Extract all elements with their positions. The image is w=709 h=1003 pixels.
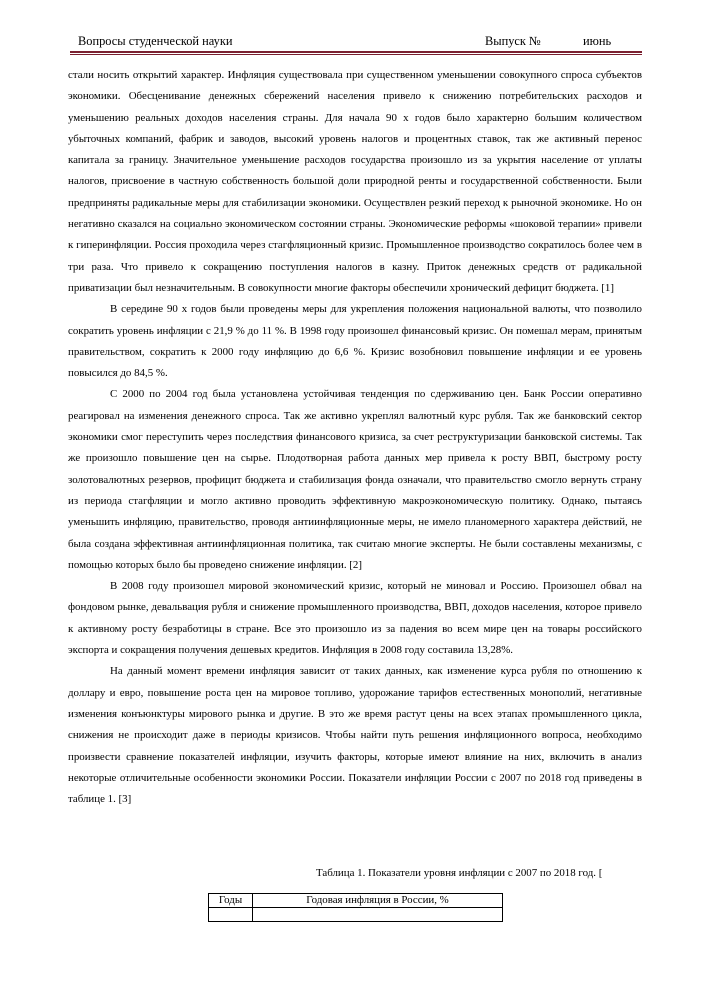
paragraph-5: На данный момент времени инфляция зависит от таких данных, как изменение курса рубля по отношению к доллару и евро, повышение роста цен на мировое топливо, удорожание тарифов естественных монополий, негативные изменения конъюнктуры мирового рынка и другие. В это же время растут цены на всех этапах промышленного цикла, снижения не происходит даже в периоды кризисов. Чтобы найти путь решения инфляционного вопроса, необходимо произвести сравнение показателей инфляции, изучить факторы, которые имеют влияние на них, включить в анализ некоторые отличительные особенности экономики России. Показатели инфляции России с 2007 по 2018 год приведены в таблице 1. [3] [68, 665, 642, 806]
table-cell [253, 908, 503, 922]
article-body [68, 65, 642, 810]
issue-month: июнь [583, 34, 612, 48]
journal-title: Вопросы студенческой науки [78, 34, 233, 48]
paragraph-3: С 2000 по 2004 год была установлена устойчивая тенденция по сдерживанию цен. Банк России оперативно реагировал на изменения денежного спроса. Так же активно укреплял валютный курс рубля. Так же банковский сектор экономики смог переступить через последствия финансового кризиса, за счет реструктуризации банковской системы. Так же произошло повышение цен на сырье. Плодотворная работа данных мер привела к росту ВВП, быстрому росту золотовалютных резервов, профицит бюджета и стабилизация фонда означали, что правительство смогло вернуть страну из периода стагфляции и могло активно проводить эффективную макроэкономическую политику. Однако, пытаясь уменьшить инфляцию, правительство, проводя антиинфляционные меры, не имело планомерного характера действий, не была создана эффективная антиинфляционная политика, так считаю многие эксперты. Не были составлены механизмы, с помощью которых было бы проведено снижение инфляции. [2] [68, 388, 642, 571]
paragraph-4: В 2008 году произошел мировой экономический кризис, который не миновал и Россию. Произошел обвал на фондовом рынке, девальвация рубля и снижение промышленного производства, ВВП, доходов населения, которое привело к активному росту безработицы в стране. Все это произошло из за падения во всем мире цен на товары российского экспорта и сокращения получения дешевых кредитов. Инфляция в 2008 году составила 13,28%. [68, 580, 642, 657]
paragraph-1: стали носить открытий характер. Инфляция существовала при существенном уменьшении совокупного спроса субъектов экономики. Обесценивание денежных сбережений населения привело к снижению потребительских расходов и уменьшению реальных доходов населения страны. Для начала 90 х годов было характерно большим количеством убыточных компаний, фабрик и заводов, высокий уровень налогов и процентных ставок, так же активный перенос капитала за границу. Значительное уменьшение расходов государства произошло из за укрытия население от уплаты налогов, присвоение в частную собственность большой доли природной ренты и государственной собственности. Были предприняты радикальные меры для стабилизации экономики. Осуществлен резкий переход к рыночной экономике. Но он негативно сказался на социально экономическом состоянии страны. Экономические реформы «шоковой терапии» привели к гиперинфляции. Россия проходила через стагфляционный кризис. Промышленное производство сократилось более чем в три раза. Что привело к сокращению поступления налогов в казну. Приток денежных средств от радикальной приватизации был незначительным. В совокупности многие факторы обеспечили хронический дефицит бюджета. [1] [68, 69, 642, 294]
issue-label: Выпуск № [485, 34, 541, 48]
table-caption: Таблица 1. Показатели уровня инфляции с 2007 по 2018 год. [ [316, 867, 603, 879]
paragraph-2: В середине 90 х годов были проведены меры для укрепления положения национальной валюты, что позволило сократить уровень инфляции с 21,9 % до 11 %. В 1998 году произошел финансовый кризис. Он помешал мерам, принятым правительством, сократить к 2000 году инфляцию до 6,6 %. Кризис возобновил повышение инфляции и ее уровень повысился до 84,5 %. [68, 303, 642, 380]
header-rule-thick [70, 51, 642, 53]
table-header-row [209, 894, 503, 908]
header-cell-inflation: Годовая инфляция в России, % [253, 894, 503, 908]
header-cell-years: Годы [209, 894, 253, 908]
table-row [209, 908, 503, 922]
table-cell [209, 908, 253, 922]
running-header [70, 33, 642, 49]
inflation-table [208, 893, 503, 922]
header-rule-thin [70, 54, 642, 55]
